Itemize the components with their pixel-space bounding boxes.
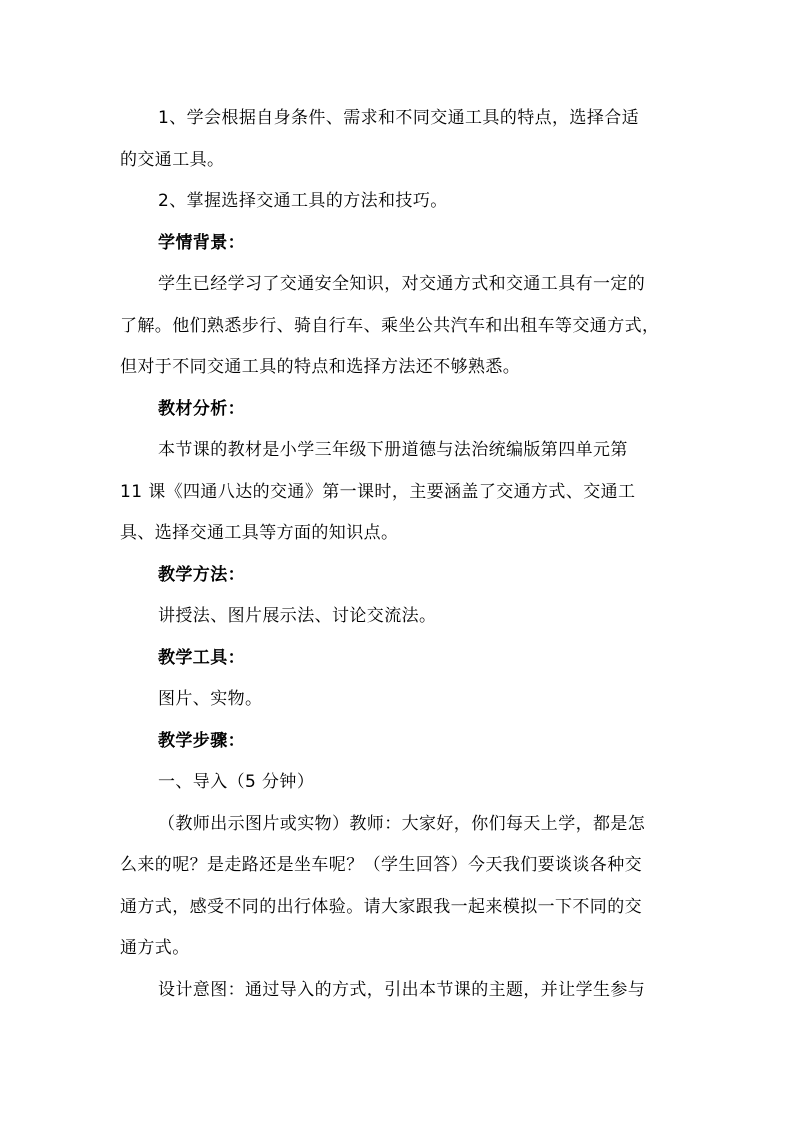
heading-teaching-tools: 教学工具： bbox=[158, 648, 245, 668]
step-1-line-1: （教师出示图片或实物）教师：大家好，你们每天上学，都是怎 bbox=[158, 814, 646, 834]
objective-1-line-2: 的交通工具。 bbox=[120, 150, 225, 170]
teaching-tools-text: 图片、实物。 bbox=[158, 689, 263, 709]
objective-2: 2、掌握选择交通工具的方法和技巧。 bbox=[158, 191, 448, 211]
design-intent-line-1: 设计意图：通过导入的方式，引出本节课的主题，并让学生参与 bbox=[158, 980, 646, 1000]
textbook-analysis-line-1: 本节课的教材是小学三年级下册道德与法治统编版第四单元第 bbox=[158, 440, 628, 460]
heading-teaching-steps: 教学步骤： bbox=[158, 731, 245, 751]
step-1-line-4: 通方式。 bbox=[120, 938, 190, 958]
textbook-analysis-line-2: 11 课《四通八达的交通》第一课时，主要涵盖了交通方式、交通工 bbox=[120, 482, 636, 502]
teaching-methods-text: 讲授法、图片展示法、讨论交流法。 bbox=[158, 606, 437, 626]
step-1-line-3: 通方式，感受不同的出行体验。请大家跟我一起来模拟一下不同的交 bbox=[120, 897, 642, 917]
textbook-analysis-line-3: 具、选择交通工具等方面的知识点。 bbox=[120, 523, 399, 543]
heading-student-background: 学情背景： bbox=[158, 233, 245, 253]
step-1-line-2: 么来的呢？是走路还是坐车呢？（学生回答）今天我们要谈谈各种交 bbox=[120, 855, 642, 875]
student-background-line-2: 了解。他们熟悉步行、骑自行车、乘坐公共汽车和出租车等交通方式， bbox=[120, 316, 660, 336]
objective-1-line-1: 1、学会根据自身条件、需求和不同交通工具的特点，选择合适 bbox=[158, 108, 640, 128]
heading-textbook-analysis: 教材分析： bbox=[158, 399, 245, 419]
step-1-title: 一、导入（5 分钟） bbox=[158, 772, 315, 792]
heading-teaching-methods: 教学方法： bbox=[158, 565, 245, 585]
student-background-line-3: 但对于不同交通工具的特点和选择方法还不够熟悉。 bbox=[120, 357, 521, 377]
student-background-line-1: 学生已经学习了交通安全知识，对交通方式和交通工具有一定的 bbox=[158, 274, 646, 294]
